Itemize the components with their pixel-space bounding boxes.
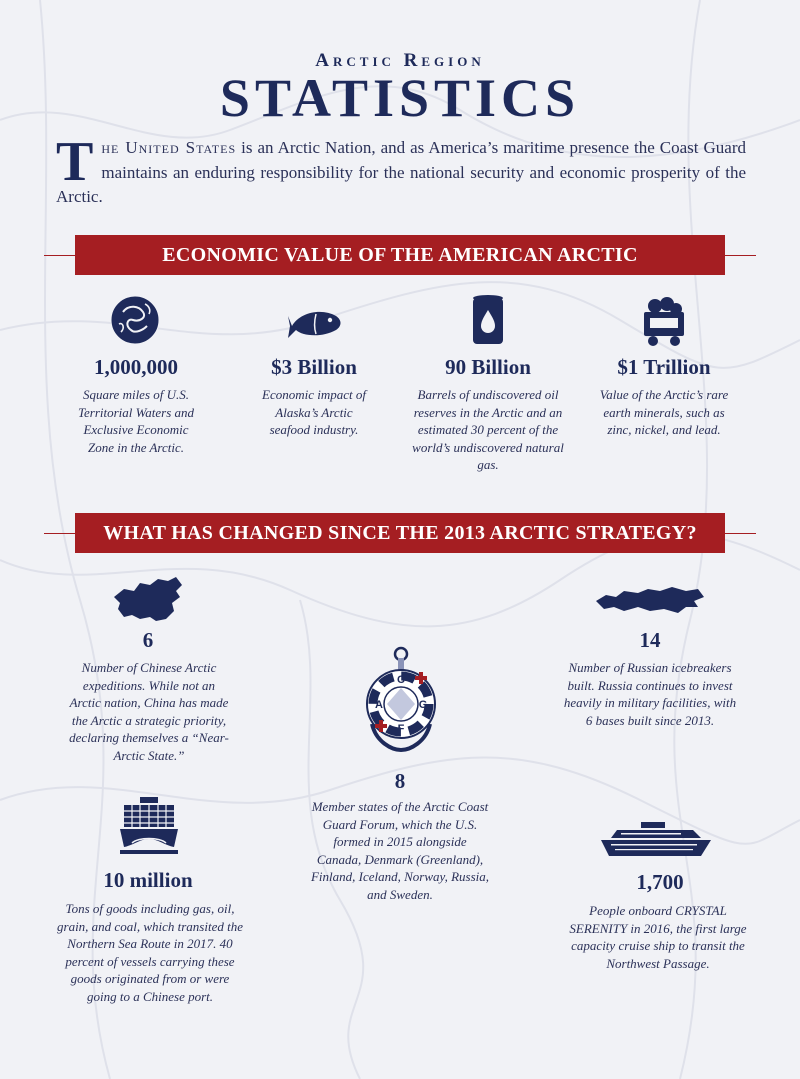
stat-value: 10 million [103, 868, 193, 892]
emblem-letter-g: G [418, 699, 428, 711]
stat-value: 14 [639, 628, 661, 652]
globe-icon [109, 294, 161, 346]
emblem-letter-f: F [397, 723, 405, 735]
intro-dropcap: T [56, 131, 94, 193]
stat-description: Barrels of undiscovered oil reserves in the Arctic and an estimated 30 percent of the world’s undiscovered natural gas. [412, 387, 564, 472]
oil-barrel-icon [471, 294, 505, 348]
intro-smallcaps: he United States [101, 138, 237, 157]
stat-value: 1,000,000 [94, 355, 178, 379]
emblem-letter-a: A [375, 699, 383, 711]
stat-value: $1 Trillion [617, 355, 711, 379]
stat-description: People onboard CRYSTAL SERENITY in 2016, the first large capacity cruise ship to transit the Northwest Passage. [569, 903, 747, 971]
stat-description: Member states of the Arctic Coast Guard Forum, which the U.S. formed in 2015 alongside Canada, Denmark (Greenland), Finland, Iceland, Norway, Russia, and Sweden. [310, 799, 490, 902]
page-title: STATISTICS [219, 68, 581, 128]
cruise-ship-icon [597, 820, 715, 860]
stat-description: Square miles of U.S. Territorial Waters and Exclusive Economic Zone in the Arctic. [77, 387, 195, 455]
stat-description: Value of the Arctic’s rare earth minerals, such as zinc, nickel, and lead. [599, 387, 729, 437]
china-map-icon [110, 575, 185, 625]
section-changes-header: WHAT HAS CHANGED SINCE THE 2013 ARCTIC STRATEGY? [75, 513, 725, 553]
intro-paragraph [56, 131, 746, 210]
stat-description: Tons of goods including gas, oil, grain, and coal, which transited the Northern Sea Route in 2017. 40 percent of vessels carrying these goods originated from or were going to a Chinese port. [57, 901, 243, 1004]
mine-cart-icon [640, 296, 688, 348]
page-subtitle: Arctic Region [315, 50, 485, 71]
intro-text: is an Arctic Nation, and as America’s maritime presence the Coast Guard maintains an enduring responsibility for the national security and economic prosperity of the Arctic. [56, 138, 746, 206]
stat-description: Economic impact of Alaska’s Arctic seafood industry. [262, 387, 366, 437]
stat-description: Number of Russian icebreakers built. Russia continues to invest heavily in military facilities, with 6 bases built since 2013. [563, 660, 737, 728]
russia-map-icon [594, 585, 706, 615]
emblem-letter-c: C [397, 674, 405, 686]
fish-icon [286, 304, 346, 344]
stat-value: $3 Billion [271, 355, 357, 379]
stat-value: 1,700 [636, 870, 684, 894]
stat-value: 6 [142, 628, 154, 652]
stat-value: 90 Billion [445, 355, 531, 379]
cargo-ship-icon [118, 795, 180, 857]
coast-guard-forum-emblem-icon [358, 646, 444, 756]
stat-description: Number of Chinese Arctic expeditions. While not an Arctic nation, China has made the Arctic a strategic priority, declaring themselves a “Near-Arctic State.” [69, 660, 229, 763]
stat-value: 8 [394, 769, 406, 793]
section-economic-value-header: ECONOMIC VALUE OF THE AMERICAN ARCTIC [75, 235, 725, 275]
